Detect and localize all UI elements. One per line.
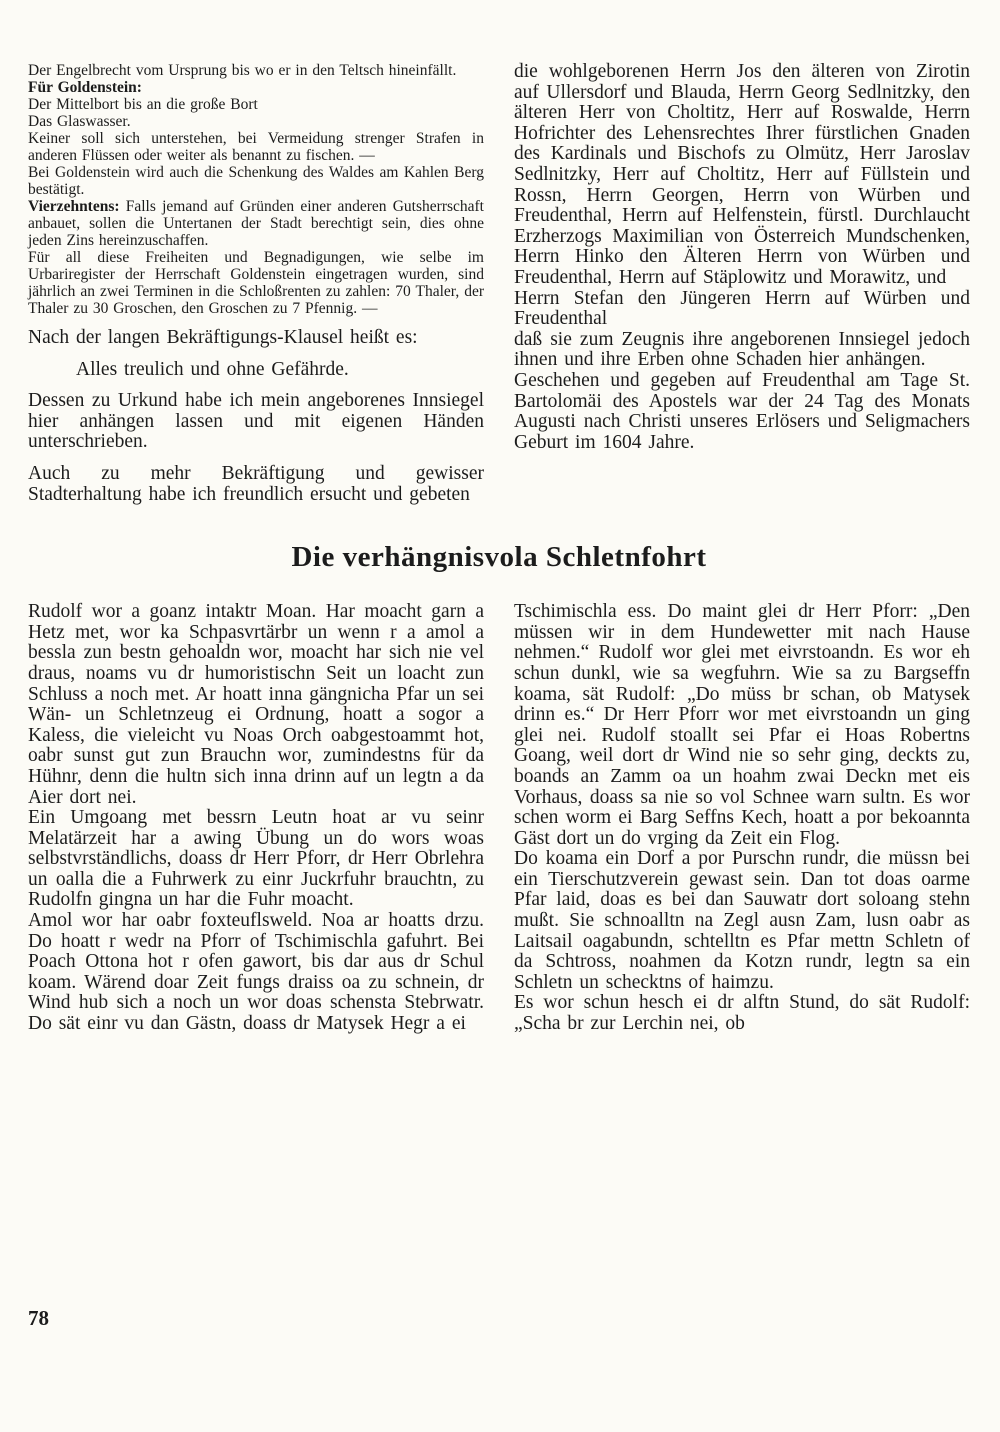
paragraph <box>28 113 484 130</box>
paragraph-text: Der Mittelbort bis an die große Bort <box>28 96 258 113</box>
paragraph <box>28 249 484 317</box>
paragraph-text: Bei Goldenstein wird auch die Schenkung des Waldes am Kahlen Berg bestätigt. <box>28 164 484 198</box>
paragraph <box>514 371 970 453</box>
paragraph <box>28 911 484 1035</box>
paragraph-lead: Für Goldenstein: <box>28 79 142 96</box>
paragraph-text: Der Engelbrecht vom Ursprung bis wo er in den Teltsch hineinfällt. <box>28 62 457 79</box>
paragraph <box>28 808 484 911</box>
paragraph-text: Amol wor har oabr foxteuflsweld. Noa ar hoatts drzu. Do hoatt r wedr na Pforr of Tschimischla gafuhrt. Bei Poach Ottona hot r ofen gawort, bis dar aus dr Schul koam. Wärend doar Zeit fungs draiss oa zu schnein, dr Wind hub sich a noch un wor doas schensta Stebrwatr. Do sät einr vu dan Gästn, doass dr Matysek Hegr a ei <box>28 910 484 1035</box>
paragraph <box>514 993 970 1034</box>
story-left-column <box>28 602 484 1034</box>
charter-right-column <box>514 62 970 505</box>
paragraph-text: Alles treulich und ohne Gefährde. <box>76 358 349 380</box>
paragraph-text: Keiner soll sich unterstehen, bei Vermeidung strenger Strafen in anderen Flüssen oder weiter als benannt zu fischen. — <box>28 130 484 164</box>
paragraph <box>28 360 484 381</box>
paragraph-text: Für all diese Freiheiten und Begnadigungen, wie selbe im Urbariregister der Herrschaft Goldenstein eingetragen wurden, sind jährlich an zwei Terminen in die Schloßrenten zu zahlen: 70 Thaler, der Thaler zu 30 Groschen, den Groschen zu 7 Pfennig. — <box>28 249 484 317</box>
page-number: 78 <box>28 1306 49 1330</box>
paragraph <box>514 849 970 993</box>
story-right-column <box>514 602 970 1034</box>
paragraph-text: daß sie zum Zeugnis ihre angeborenen Innsiegel jedoch ihnen und ihre Erben ohne Schaden hier anhängen. <box>514 328 970 371</box>
paragraph <box>514 602 970 849</box>
paragraph-text: Rudolf wor a goanz intaktr Moan. Har moacht garn a Hetz met, wor ka Schpasvrtärbr un wenn r a amol a bessla zun bestn gehoaldn wor, moacht har sich nie vel draus, noams vu dr humoristischn Seit un loacht zun Schluss a noch met. Ar hoatt inna gängnicha Pfar un sei Wän- un Schletnzeug ei Ordnung, hoatt a sogor a Kaless, die vieleicht vu Noas Orch oabgestoammt hot, oabr sunst gut zun Brauchn wor, zumindestns für da Hühnr, denn die hultn sich inna drinn auf un legtn a da Aier dort nei. <box>28 601 484 808</box>
paragraph-text: Das Glaswasser. <box>28 113 131 130</box>
charter-left-column <box>28 62 484 505</box>
paragraph <box>28 62 484 79</box>
paragraph <box>514 289 970 330</box>
paragraph <box>28 602 484 808</box>
paragraph-text: Es wor schun hesch ei dr alftn Stund, do sät Rudolf: „Scha br zur Lerchin nei, ob <box>514 992 970 1035</box>
paragraph <box>28 328 484 349</box>
story-heading: Die verhängnisvola Schletnfohrt <box>291 541 707 574</box>
paragraph-text: die wohlgeborenen Herrn Jos den älteren von Zirotin auf Ullersdorf und Blauda, Herrn Georg Sedlnitzky, den älteren Herr von Choltitz, Herr auf Roswalde, Herrn Hofrichter des Lehensrechtes Ihrer fürstlichen Gnaden des Kardinals und Bischofs zu Olmütz, Herr Jaroslav Sedlnitzky, Herr auf Choltitz, Herr auf Füllstein und Rossn, Herrn Georgen, Herrn von Würben und Freudenthal, Herrn auf Helfenstein, fürstl. Durchlaucht Erzherzogs Maximilian von Österreich Mundschenken, Herrn Hinko den Älteren Herrn von Würben und Freudenthal, Herrn auf Stäplowitz und Morawitz, und <box>514 61 970 288</box>
paragraph-text: Geschehen und gegeben auf Freudenthal am Tage St. Bartolomäi des Apostels war der 24 Tag des Monats Augusti nach Christi unseres Erlösers und Seligmachers Geburt im 1604 Jahre. <box>514 369 970 453</box>
paragraph <box>514 62 970 289</box>
paragraph-text: Ein Umgoang met bessrn Leutn hoat ar vu seinr Melatärzeit har a awing Übung un do wors woas selbstvrständlichs, doass dr Herr Pforr, dr Herr Obrlehra un oalla die a Fuhrwerk zu einr Juckrfuhr brauchtn, zu Rudolfn gingna un har die Fuhr moacht. <box>28 807 484 911</box>
paragraph <box>28 96 484 113</box>
paragraph-text: Herrn Stefan den Jüngeren Herrn auf Würben und Freudenthal <box>514 287 970 330</box>
charter-left-body-block <box>28 328 484 505</box>
paragraph-text: Nach der langen Bekräftigungs-Klausel heißt es: <box>28 327 418 348</box>
paragraph <box>28 464 484 505</box>
paragraph <box>28 130 484 164</box>
paragraph <box>28 79 484 96</box>
paragraph-text: Auch zu mehr Bekräftigung und gewisser Stadterhaltung habe ich freundlich ersucht und gebeten <box>28 462 484 505</box>
paragraph-text: Do koama ein Dorf a por Purschn rundr, die müssn bei ein Tierschutzverein gewast sein. Dan tot doas oarme Pfar laid, doas es bei dan Sauwatr dort soloang stehn mußt. Sie schnoalltn na Zegl ausn Zam, lusn oabr as Laitsail oagabundn, schtelltn es Pfar mettn Schletn of da Schtross, noahmen da Kotzn rundr, legtn sa ein Schletn un schecktns of haimzu. <box>514 848 970 993</box>
charter-left-small-block <box>28 62 484 317</box>
story-section <box>28 602 970 1034</box>
paragraph <box>28 391 484 453</box>
paragraph <box>28 164 484 198</box>
paragraph <box>514 330 970 371</box>
paragraph-text: Tschimischla ess. Do maint glei dr Herr Pforr: „Den müssen wir in dem Hundewetter mit nach Hause nehmen.“ Rudolf wor glei met eivrstoandn. Es wor eh schun dunkl, wie sa wegfuhrn. Wie sa zu Bargseffn koama, sät Rudolf: „Do müss br schan, ob Matysek drinn es.“ Dr Herr Pforr wor met eivrstoandn un ging glei nei. Rudolf stoallt sei Pfar ei Hoas Robertns Goang, weil dort dr Wind nie so sehr ging, deckts zu, boands an Zamm oa un hoahm zwai Deckn met eis Vorhaus, doass sa nie so vol Schnee warn sultn. Es wor schen worm ei Barg Seffns Kech, hoatt a por bekoannta Gäst dort un do vrging da Zeit ein Flog. <box>514 601 970 849</box>
charter-section <box>28 62 970 505</box>
paragraph-text: Dessen zu Urkund habe ich mein angeborenes Innsiegel hier anhängen lassen und mit eigenen Händen unterschrieben. <box>28 390 484 453</box>
paragraph <box>28 198 484 249</box>
paragraph-lead: Vierzehntens: <box>28 198 120 215</box>
paragraph-text: Falls jemand auf Gründen einer anderen Gutsherrschaft anbauet, sollen die Untertanen der Stadt berechtigt sein, dies ohne jeden Zins hereinzuschaffen. <box>28 198 484 249</box>
